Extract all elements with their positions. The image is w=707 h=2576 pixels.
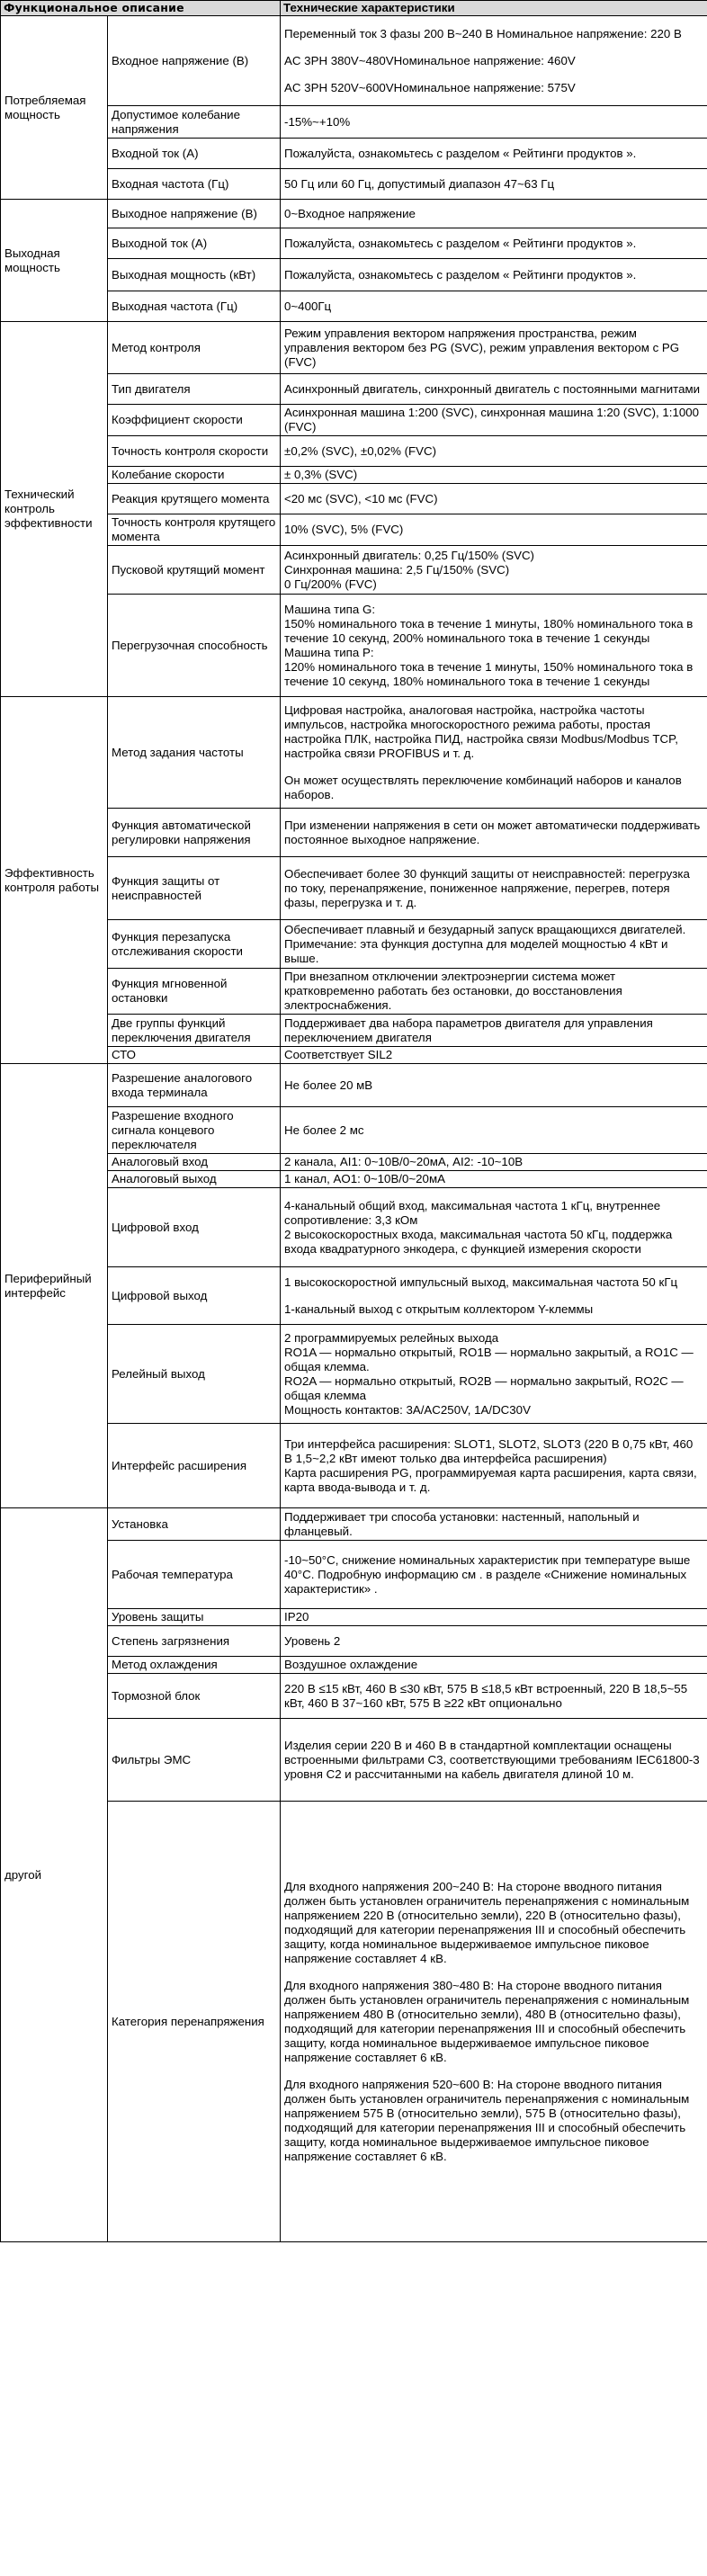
value-line: Мощность контактов: 3А/AC250V, 1А/DC30V: [284, 1402, 531, 1417]
parameter-name: Аналоговый вход: [108, 1154, 281, 1171]
parameter-name: Уровень защиты: [108, 1609, 281, 1626]
value-line: 10% (SVC), 5% (FVC): [284, 523, 404, 536]
category-cell: Потребляемая мощность: [1, 16, 108, 200]
parameter-value: [281, 1188, 707, 1267]
parameter-name: Категория перенапряжения: [108, 1802, 281, 2242]
parameter-name: Релейный выход: [108, 1325, 281, 1424]
parameter-value: [281, 259, 707, 291]
parameter-value: [281, 139, 707, 169]
category-cell: другой: [1, 1508, 108, 2242]
value-line: Три интерфейса расширения: SLOT1, SLOT2, SLOT3 (220 В 0,75 кВт, 460 В 1,5~2,2 кВт имеют только два интерфейса расширения): [284, 1436, 694, 1465]
value-line: 220 В ≤15 кВт, 460 В ≤30 кВт, 575 В ≤18,5 кВт встроенный, 220 В 18,5~55 кВт, 460 В 37~160 кВт, 575 В ≥22 кВт опционально: [284, 1681, 688, 1710]
parameter-name: Фильтры ЭМС: [108, 1719, 281, 1802]
parameter-value: [281, 595, 707, 697]
value-line: Для входного напряжения 200~240 В: На стороне вводного питания должен быть установлен ограничитель перенапряжения с номинальным напряжением 220 В (относительно земли), 220 В (относительно фазы), подходящий для категории перенапряжения III и способный обеспечить защиту, когда номинальное выдерживаемое импульсное пиковое напряжение составляет 4 кВ.: [284, 1879, 690, 1965]
value-line: Изделия серии 220 В и 460 В в стандартной комплектации оснащены встроенными фильтрами C3, соответствующими требованиям IEC61800-3 уровня C2 и рассчитанными на кабель двигателя длиной 10 м.: [284, 1738, 700, 1781]
parameter-name: Интерфейс расширения: [108, 1424, 281, 1508]
line-gap: [284, 68, 703, 81]
parameter-name: Выходной ток (А): [108, 228, 281, 259]
value-line: Обеспечивает плавный и безударный запуск вращающихся двигателей.: [284, 922, 686, 936]
parameter-name: Цифровой вход: [108, 1188, 281, 1267]
value-line: 1 канал, AO1: 0~10В/0~20мА: [284, 1172, 445, 1185]
value-line: -10~50°C, снижение номинальных характеристик при температуре выше 40°C. Подробную информацию см . в разделе «Снижение номинальных характеристик» .: [284, 1552, 691, 1596]
parameter-value: [281, 467, 707, 484]
value-line: Режим управления вектором напряжения пространства, режим управления вектором без PG (SVC), режим управления вектором с PG (FVC): [284, 326, 680, 369]
parameter-value: [281, 405, 707, 436]
parameter-name: Функция перезапуска отслеживания скорости: [108, 920, 281, 969]
parameter-name: Пусковой крутящий момент: [108, 546, 281, 595]
parameter-value: [281, 1508, 707, 1541]
value-line: Асинхронный двигатель, синхронный двигатель с постоянными магнитами: [284, 381, 701, 396]
parameter-value: [281, 1541, 707, 1609]
parameter-name: Степень загрязнения: [108, 1626, 281, 1657]
value-line: Пожалуйста, ознакомьтесь с разделом « Рейтинги продуктов ».: [284, 146, 637, 160]
parameter-name: Коэффициент скорости: [108, 405, 281, 436]
parameter-value: [281, 1674, 707, 1719]
parameter-value: [281, 1802, 707, 2242]
value-line: При изменении напряжения в сети он может автоматически поддерживать постоянное выходное напряжение.: [284, 818, 701, 846]
parameter-value: [281, 697, 707, 809]
parameter-value: [281, 920, 707, 969]
value-line: 0 Гц/200% (FVC): [284, 577, 377, 591]
value-line: AC 3PH 380V~480VНоминальное напряжение: 460V: [284, 53, 576, 67]
value-line: Карта расширения PG, программируемая карта расширения, карта связи, карта ввода-вывода и т. д.: [284, 1465, 697, 1494]
parameter-value: [281, 1154, 707, 1171]
parameter-name: Тип двигателя: [108, 374, 281, 405]
parameter-value: [281, 169, 707, 200]
value-line: -15%~+10%: [284, 114, 351, 129]
value-line: 4-канальный общий вход, максимальная частота 1 кГц, внутреннее сопротивление: 3,3 кОм: [284, 1198, 661, 1227]
parameter-name: Аналоговый выход: [108, 1171, 281, 1188]
line-gap: [284, 2065, 703, 2078]
parameter-name: Точность контроля крутящего момента: [108, 514, 281, 546]
value-line: ± 0,3% (SVC): [284, 468, 358, 481]
value-line: Поддерживает два набора параметров двигателя для управления переключением двигателя: [284, 1015, 653, 1044]
line-gap: [284, 1966, 703, 1979]
value-line: Синхронная машина: 2,5 Гц/150% (SVC): [284, 562, 510, 577]
parameter-value: [281, 200, 707, 228]
parameter-name: Реакция крутящего момента: [108, 484, 281, 514]
parameter-value: [281, 969, 707, 1015]
value-line: <20 мс (SVC), <10 мс (FVC): [284, 491, 438, 505]
parameter-value: [281, 1609, 707, 1626]
table-row: [1, 697, 707, 809]
value-line: Пожалуйста, ознакомьтесь с разделом « Рейтинги продуктов ».: [284, 267, 637, 282]
value-line: 0~400Гц: [284, 299, 332, 313]
category-cell: Технический контроль эффективности: [1, 322, 108, 697]
parameter-name: Точность контроля скорости: [108, 436, 281, 467]
table-row: [1, 16, 707, 106]
parameter-name: Функция автоматической регулировки напряжения: [108, 809, 281, 857]
parameter-name: СТО: [108, 1047, 281, 1064]
value-line: 2 программируемых релейных выхода: [284, 1330, 499, 1345]
value-line: Обеспечивает более 30 функций защиты от неисправностей: перегрузка по току, перенапряжение, пониженное напряжение, перегрев, потеря фазы, перегрузка и т. д.: [284, 866, 690, 909]
line-gap: [284, 1290, 703, 1302]
value-line: Переменный ток 3 фазы 200 В~240 В Номинальное напряжение: 220 В: [284, 26, 682, 40]
value-line: 2 высокоскоростных входа, максимальная частота 50 кГц, поддержка входа квадратурного энкодера, с функцией измерения скорости: [284, 1227, 673, 1256]
parameter-value: [281, 1171, 707, 1188]
parameter-value: [281, 1107, 707, 1154]
parameter-name: Тормозной блок: [108, 1674, 281, 1719]
value-line: 2 канала, AI1: 0~10В/0~20мА, AI2: -10~10В: [284, 1155, 524, 1168]
parameter-name: Выходная частота (Гц): [108, 291, 281, 322]
value-line: 1 высокоскоростной импульсный выход, максимальная частота 50 кГц: [284, 1275, 678, 1289]
parameter-value: [281, 228, 707, 259]
parameter-name: Функция мгновенной остановки: [108, 969, 281, 1015]
value-line: ±0,2% (SVC), ±0,02% (FVC): [284, 443, 437, 458]
parameter-name: Входное напряжение (В): [108, 16, 281, 106]
parameter-value: [281, 322, 707, 374]
value-line: 120% номинального тока в течение 1 минуты, 150% номинального тока в течение 10 секунд, 180% номинального тока в течение 1 секунды: [284, 659, 694, 688]
parameter-name: Перегрузочная способность: [108, 595, 281, 697]
value-line: Уровень 2: [284, 1633, 341, 1648]
parameter-value: [281, 514, 707, 546]
value-line: RO2A — нормально открытый, RO2B — нормально закрытый, RO2C — общая клемма: [284, 1373, 684, 1402]
value-line: Он может осуществлять переключение комбинаций наборов и каналов наборов.: [284, 773, 682, 801]
category-cell: Периферийный интерфейс: [1, 1064, 108, 1508]
parameter-value: [281, 374, 707, 405]
parameter-value: [281, 1267, 707, 1325]
value-line: Цифровая настройка, аналоговая настройка, настройка частоты импульсов, настройка многоскоростного режима работы, простая настройка ПЛК, настройка ПИД, настройка связи Modbus/Modbus TCP, настройка связи PROFIBUS и т. д.: [284, 702, 678, 760]
value-line: 0~Входное напряжение: [284, 206, 416, 220]
parameter-value: [281, 1424, 707, 1508]
parameter-name: Метод задания частоты: [108, 697, 281, 809]
value-line: Не более 20 мВ: [284, 1078, 373, 1092]
value-line: Машина типа P:: [284, 645, 374, 659]
value-line: Поддерживает три способа установки: настенный, напольный и фланцевый.: [284, 1509, 640, 1538]
parameter-name: Метод контроля: [108, 322, 281, 374]
parameter-value: [281, 1015, 707, 1047]
parameter-value: [281, 484, 707, 514]
value-line: При внезапном отключении электроэнергии система может кратковременно работать без остановки, до восстановления электроснабжения.: [284, 970, 622, 1012]
value-line: 1-канальный выход с открытым коллектором Y-клеммы: [284, 1301, 594, 1316]
parameter-name: Допустимое колебание напряжения: [108, 106, 281, 139]
parameter-name: Рабочая температура: [108, 1541, 281, 1609]
value-line: Для входного напряжения 520~600 В: На стороне вводного питания должен быть установлен ограничитель перенапряжения с номинальным напряжением 575 В (относительно земли), 575 В (относительно фазы), подходящий для категории перенапряжения III и способный обеспечить защиту, когда номинальное выдерживаемое импульсное пиковое напряжение составляет 6 кВ.: [284, 2077, 690, 2163]
parameter-value: [281, 809, 707, 857]
value-line: 50 Гц или 60 Гц, допустимый диапазон 47~63 Гц: [284, 176, 555, 191]
parameter-name: Установка: [108, 1508, 281, 1541]
value-line: 150% номинального тока в течение 1 минуты, 180% номинального тока в течение 10 секунд, 200% номинального тока в течение 1 секунды: [284, 616, 694, 645]
parameter-value: [281, 106, 707, 139]
parameter-value: [281, 436, 707, 467]
line-gap: [284, 761, 703, 774]
header-row: [1, 1, 707, 16]
value-line: Асинхронная машина 1:200 (SVC), синхронная машина 1:20 (SVC), 1:1000 (FVC): [284, 406, 700, 434]
parameter-value: [281, 16, 707, 106]
value-line: IP20: [284, 1610, 309, 1623]
table-row: [1, 1064, 707, 1107]
value-line: RO1A — нормально открытый, RO1B — нормально закрытый, a RO1C — общая клемма.: [284, 1345, 694, 1373]
parameter-name: Разрешение аналогового входа терминала: [108, 1064, 281, 1107]
parameter-value: [281, 291, 707, 322]
table-row: [1, 1508, 707, 1541]
parameter-value: [281, 1657, 707, 1674]
parameter-value: [281, 1047, 707, 1064]
parameter-name: Колебание скорости: [108, 467, 281, 484]
value-line: Примечание: эта функция доступна для моделей мощностью 4 кВт и выше.: [284, 936, 668, 965]
parameter-name: Входной ток (А): [108, 139, 281, 169]
parameter-value: [281, 546, 707, 595]
parameter-value: [281, 1626, 707, 1657]
parameter-name: Функция защиты от неисправностей: [108, 857, 281, 920]
value-line: Для входного напряжения 380~480 В: На стороне вводного питания должен быть установлен ограничитель перенапряжения с номинальным напряжением 480 В (относительно земли), 480 В (относительно фазы), подходящий для категории перенапряжения III и способный обеспечить защиту, когда номинальное выдерживаемое импульсное пиковое напряжение составляет 6 кВ.: [284, 1978, 690, 2064]
spec-body: [1, 16, 707, 2242]
value-line: AC 3PH 520V~600VНоминальное напряжение: 575V: [284, 80, 576, 94]
line-gap: [284, 41, 703, 54]
value-line: Не более 2 мс: [284, 1123, 364, 1137]
parameter-value: [281, 1719, 707, 1802]
value-line: Соответствует SIL2: [284, 1048, 393, 1061]
parameter-name: Разрешение входного сигнала концевого переключателя: [108, 1107, 281, 1154]
table-row: [1, 200, 707, 228]
parameter-name: Две группы функций переключения двигателя: [108, 1015, 281, 1047]
category-cell: Эффективность контроля работы: [1, 697, 108, 1064]
parameter-name: Выходное напряжение (В): [108, 200, 281, 228]
table-row: [1, 322, 707, 374]
header-function-description: Функциональное описание: [1, 1, 281, 16]
value-line: Воздушное охлаждение: [284, 1658, 418, 1671]
parameter-name: Входная частота (Гц): [108, 169, 281, 200]
parameter-value: [281, 1064, 707, 1107]
parameter-name: Метод охлаждения: [108, 1657, 281, 1674]
header-technical-specs: Технические характеристики: [281, 1, 707, 16]
category-cell: Выходная мощность: [1, 200, 108, 322]
value-line: Машина типа G:: [284, 602, 376, 616]
parameter-name: Выходная мощность (кВт): [108, 259, 281, 291]
parameter-name: Цифровой выход: [108, 1267, 281, 1325]
value-line: Асинхронный двигатель: 0,25 Гц/150% (SVC): [284, 548, 534, 562]
parameter-value: [281, 1325, 707, 1424]
value-line: Пожалуйста, ознакомьтесь с разделом « Рейтинги продуктов ».: [284, 236, 637, 250]
parameter-value: [281, 857, 707, 920]
